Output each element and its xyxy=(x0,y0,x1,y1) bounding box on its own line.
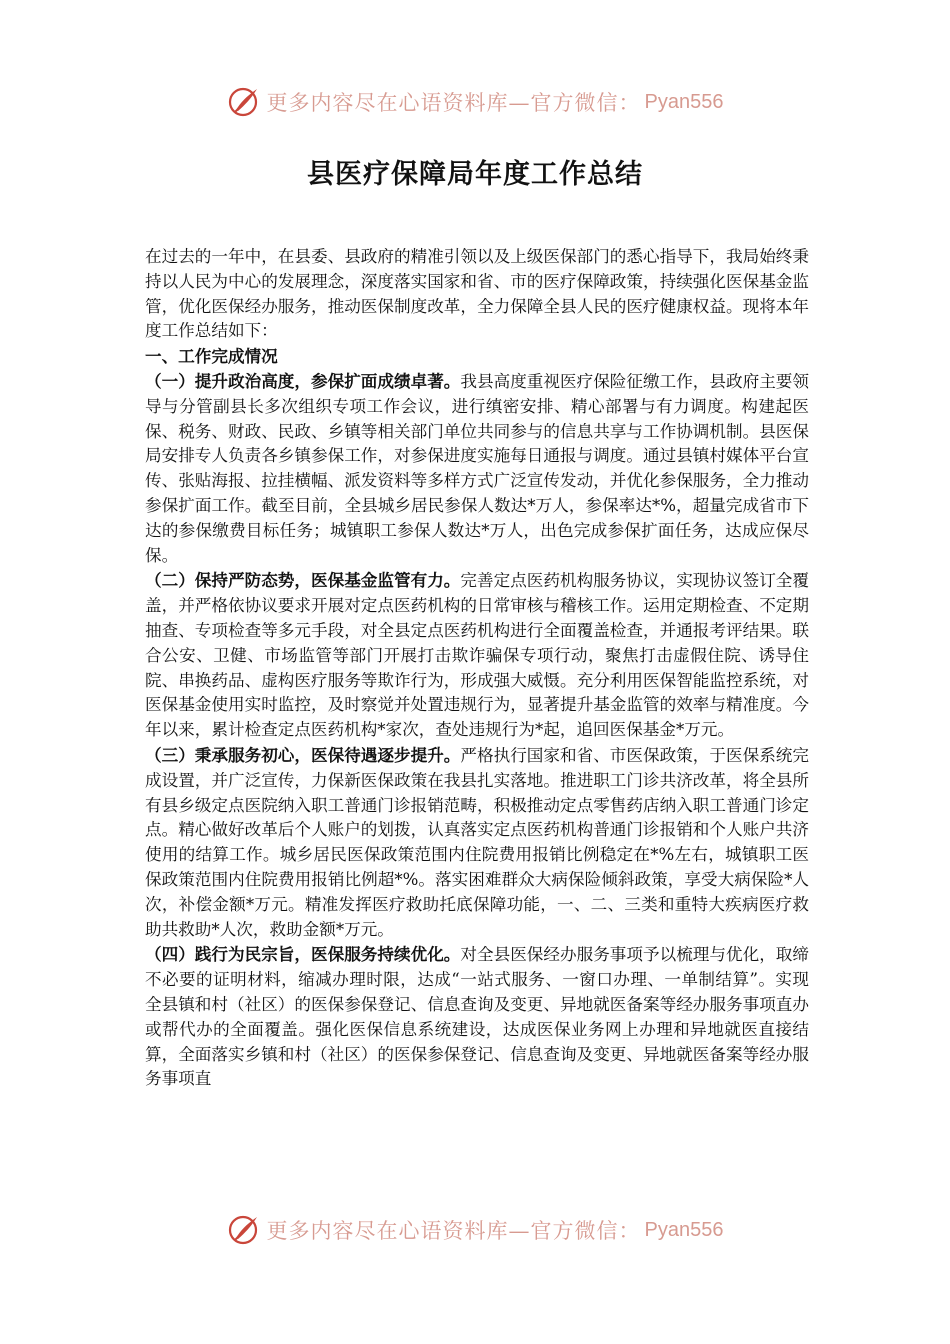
paragraph-2 xyxy=(145,568,809,743)
watermark-text: 更多内容尽在心语资料库—官方微信： xyxy=(266,1219,641,1243)
paragraph-2-body: 完善定点医药机构服务协议，实现协议签订全覆盖，并严格依协议要求开展对定点医药机构的日常审核与稽核工作。运用定期检查、不定期抽查、专项检查等多元手段，对全县定点医药机构进行全面覆盖检查，并通报考评结果。联合公安、卫健、市场监管等部门开展打击欺诈骗保专项行动，聚焦打击虚假住院、诱导住院、串换药品、虚构医疗服务等欺诈行为，形成强大威慑。充分利用医保智能监控系统，对医保基金使用实时监控，及时察觉并处置违规行为，显著提升基金监管的效率与精准度。今年以来，累计检查定点医药机构*家次，查处违规行为*起，追回医保基金*万元。 xyxy=(145,571,810,740)
paragraph-1-body: 我县高度重视医疗保险征缴工作，县政府主要领导与分管副县长多次组织专项工作会议，进行缜密安排、精心部署与有力调度。构建起医保、税务、财政、民政、乡镇等相关部门单位共同参与的信息共享与工作协调机制。县医保局安排专人负责各乡镇参保工作，对参保进度实施每日通报与调度。通过县镇村媒体平台宣传、张贴海报、拉挂横幅、派发资料等多样方式广泛宣传发动，并优化参保服务，全力推动参保扩面工作。截至目前，全县城乡居民参保人数达*万人，参保率达*%，超量完成省市下达的参保缴费目标任务；城镇职工参保人数达*万人，出色完成参保扩面任务，达成应保尽保。 xyxy=(145,371,810,565)
watermark-footer xyxy=(0,1210,950,1250)
paragraph-1 xyxy=(145,369,809,568)
quill-logo-icon xyxy=(227,85,261,119)
paragraph-3-body: 严格执行国家和省、市医保政策，于医保系统完成设置，并广泛宣传，力保新医保政策在我县扎实落地。推进职工门诊共济改革，将全县所有县乡级定点医院纳入职工普通门诊报销范畴，积极推动定点零售药店纳入职工普通门诊定点。精心做好改革后个人账户的划拨，认真落实定点医药机构普通门诊报销和个人账户共济使用的结算工作。城乡居民医保政策范围内住院费用报销比例稳定在*%左右，城镇职工医保政策范围内住院费用报销比例超*%。落实困难群众大病保险倾斜政策，享受大病保险*人次，补偿金额*万元。精准发挥医疗救助托底保障功能，一、二、三类和重特大疾病医疗救助共救助*人次，救助金额*万元。 xyxy=(145,745,810,939)
watermark-wechat-id: Pyan556 xyxy=(644,90,724,113)
paragraph-2-lead: （二）保持严防态势，医保基金监管有力。 xyxy=(145,570,461,591)
paragraph-4-body: 对全县医保经办服务事项予以梳理与优化，取缔不必要的证明材料，缩减办理时限，达成“一站式服务、一窗口办理、一单制结算”。实现全县镇和村（社区）的医保参保登记、信息查询及变更、异地就医备案等经办服务事项直办或帮代办的全面覆盖。强化医保信息系统建设，达成医保业务网上办理和异地就医直接结算，全面落实乡镇和村（社区）的医保参保登记、信息查询及变更、异地就医备案等经办服务事项直 xyxy=(145,945,810,1089)
intro-paragraph: 在过去的一年中，在县委、县政府的精准引领以及上级医保部门的悉心指导下，我局始终秉持以人民为中心的发展理念，深度落实国家和省、市的医疗保障政策，持续强化医保基金监管，优化医保经办服务，推动医保制度改革，全力保障全县人民的医疗健康权益。现将本年度工作总结如下： xyxy=(145,247,809,341)
watermark-header xyxy=(0,82,950,122)
paragraph-4-lead: （四）践行为民宗旨，医保服务持续优化。 xyxy=(145,944,461,965)
quill-logo-icon xyxy=(227,1213,261,1247)
document-title: 县医疗保障局年度工作总结 xyxy=(307,159,643,190)
paragraph-4 xyxy=(145,942,809,1092)
paragraph-3 xyxy=(145,743,809,942)
paragraph-3-lead: （三）秉承服务初心，医保待遇逐步提升。 xyxy=(145,744,461,765)
document-body xyxy=(145,245,809,1092)
paragraph-1-lead: （一）提升政治高度，参保扩面成绩卓著。 xyxy=(145,370,461,391)
watermark-wechat-id: Pyan556 xyxy=(644,1218,724,1241)
watermark-text: 更多内容尽在心语资料库—官方微信： xyxy=(266,91,641,115)
section-heading: 一、工作完成情况 xyxy=(145,346,278,367)
